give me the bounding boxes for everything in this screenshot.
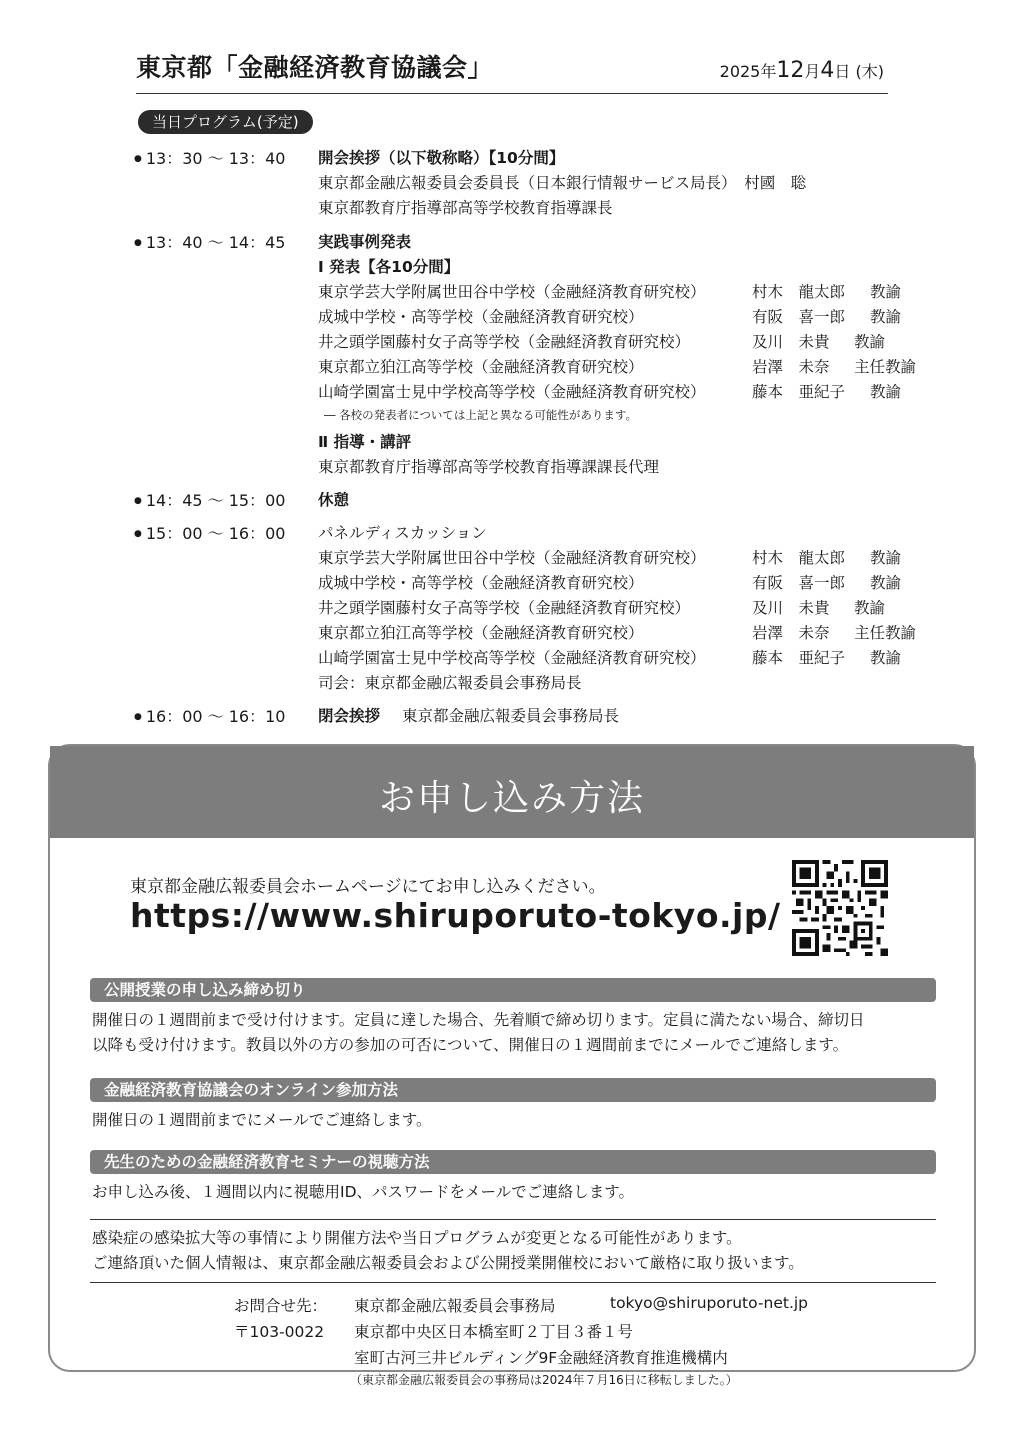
presenter-role: 教諭 [870,283,902,301]
session-heading: 開会挨拶（以下敬称略）【10分間】 [318,149,565,167]
presenter-name: 有阪 喜一郎 [752,308,846,326]
panelist-name: 有阪 喜一郎 [752,574,846,592]
deadline-text [92,1008,865,1058]
panelist-name: 岩澤 未奈 [752,624,830,642]
contact-email-link[interactable]: tokyo@shiruporuto-net.jp [610,1294,809,1312]
presenter-name: 及川 未貴 [752,333,830,351]
panelist-school: 東京学芸大学附属世田谷中学校（金融経済教育研究校） [318,549,706,567]
moderator: 司会：東京都金融広報委員会事務局長 [318,674,582,692]
panelist-role: 教諭 [870,649,902,667]
session-time: ● 15：00 ～ 16：00 [134,521,285,544]
contact-moved-note: （東京都金融広報委員会の事務局は2024年７月16日に移転しました。） [350,1373,738,1387]
program-label: 当日プログラム(予定) [138,110,313,134]
presenter-school: 成城中学校・高等学校（金融経済教育研究校） [318,308,644,326]
panelist-role: 主任教諭 [854,624,917,642]
contact-postal: 〒103-0022 [234,1323,325,1341]
session-time: ● 13：30 ～ 13：40 [134,146,285,169]
divider [90,1219,936,1220]
notice-line: 感染症の感染拡大等の事情により開催方法や当日プログラムが変更となる可能性があります。 [92,1229,742,1247]
session-heading: 実践事例発表 [318,233,412,251]
application-intro: 東京都金融広報委員会ホームページにてお申し込みください。 [130,877,606,897]
panelist-name: 藤本 亜紀子 [752,649,846,667]
presenter-school: 東京都立狛江高等学校（金融経済教育研究校） [318,358,644,376]
session-time: ● 14：45 ～ 15：00 [134,488,285,511]
header [136,46,888,94]
session-line: 東京都金融広報委員会委員長（日本銀行情報サービス局長） 村國 聡 [318,174,807,192]
notice-line: ご連絡頂いた個人情報は、東京都金融広報委員会および公開授業開催校において厳格に取り扱います。 [92,1254,804,1272]
date-day-unit: 日 [834,62,851,81]
contact-label: お問合せ先： [234,1297,328,1315]
application-url-link[interactable]: https://www.shiruporuto-tokyo.jp/ [130,896,781,935]
notices [92,1226,804,1276]
presenter-role: 教諭 [870,383,902,401]
session-line: 東京都教育庁指導部高等学校教育指導課長 [318,199,613,217]
session-heading: 閉会挨拶 [318,707,381,725]
section-header-seminar: 先生のための金融経済教育セミナーの視聴方法 [90,1150,936,1174]
presenter-name: 藤本 亜紀子 [752,383,846,401]
panelist-school: 井之頭学園藤村女子高等学校（金融経済教育研究校） [318,599,691,617]
contact-address2: 室町古河三井ビルディング9F金融経済教育推進機構内 [354,1349,728,1367]
contact-address1: 東京都中央区日本橋室町２丁目３番１号 [354,1323,634,1341]
panelist-school: 東京都立狛江高等学校（金融経済教育研究校） [318,624,644,642]
panelist-name: 及川 未貴 [752,599,830,617]
deadline-line: 以降も受け付けます。教員以外の方の参加の可否について、開催日の１週間前までにメールでご連絡します。 [92,1036,849,1054]
panelist-role: 教諭 [870,549,902,567]
presenter-name: 村木 龍太郎 [752,283,846,301]
contact-org: 東京都金融広報委員会事務局 [354,1297,556,1315]
presenter-role: 主任教諭 [854,358,917,376]
session-subheading: Ⅰ 発表【各10分間】 [318,258,460,276]
event-date [720,58,884,83]
presenter-name: 岩澤 未奈 [752,358,830,376]
presenter-role: 教諭 [870,308,902,326]
panelist-school: 山崎学園富士見中学校高等学校（金融経済教育研究校） [318,649,706,667]
online-text: 開催日の１週間前までにメールでご連絡します。 [92,1111,432,1129]
date-day: 4 [820,58,835,83]
presenter-note: ― 各校の発表者については上記と異なる可能性があります。 [324,408,638,422]
qr-code-icon[interactable] [792,860,888,956]
panelist-role: 教諭 [854,599,886,617]
page-title: 東京都「金融経済教育協議会」 [136,53,494,82]
section-header-deadline: 公開授業の申し込み締め切り [90,978,936,1002]
presenter-role: 教諭 [854,333,886,351]
panelist-name: 村木 龍太郎 [752,549,846,567]
seminar-text: お申し込み後、１週間以内に視聴用ID、パスワードをメールでご連絡します。 [92,1183,634,1201]
presenter-school: 井之頭学園藤村女子高等学校（金融経済教育研究校） [318,333,691,351]
divider [90,1282,936,1283]
application-title: お申し込み方法 [378,778,645,819]
panelist-school: 成城中学校・高等学校（金融経済教育研究校） [318,574,644,592]
presenter-school: 東京学芸大学附属世田谷中学校（金融経済教育研究校） [318,283,706,301]
session-time: ● 16：00 ～ 16：10 [134,704,285,727]
panelist-role: 教諭 [870,574,902,592]
section-header-online: 金融経済教育協議会のオンライン参加方法 [90,1078,936,1102]
date-weekday: (木) [855,62,884,81]
date-month-unit: 月 [804,62,821,81]
session-line: 東京都教育庁指導部高等学校教育指導課課長代理 [318,458,660,476]
application-box [48,744,976,1387]
deadline-line: 開催日の１週間前まで受け付けます。定員に達した場合、先着順で締め切ります。定員に満たない場合、締切日 [92,1011,865,1029]
session-heading: パネルディスカッション [318,524,487,542]
presenter-school: 山崎学園富士見中学校高等学校（金融経済教育研究校） [318,383,706,401]
date-month: 12 [776,58,805,83]
session-subheading: Ⅱ 指導・講評 [318,433,412,451]
application-header [50,746,974,838]
date-year: 2025年 [719,62,777,81]
session-time: ● 13：40 ～ 14：45 [134,230,285,253]
session-heading: 休憩 [318,491,350,509]
session-line: 東京都金融広報委員会事務局長 [402,707,620,725]
